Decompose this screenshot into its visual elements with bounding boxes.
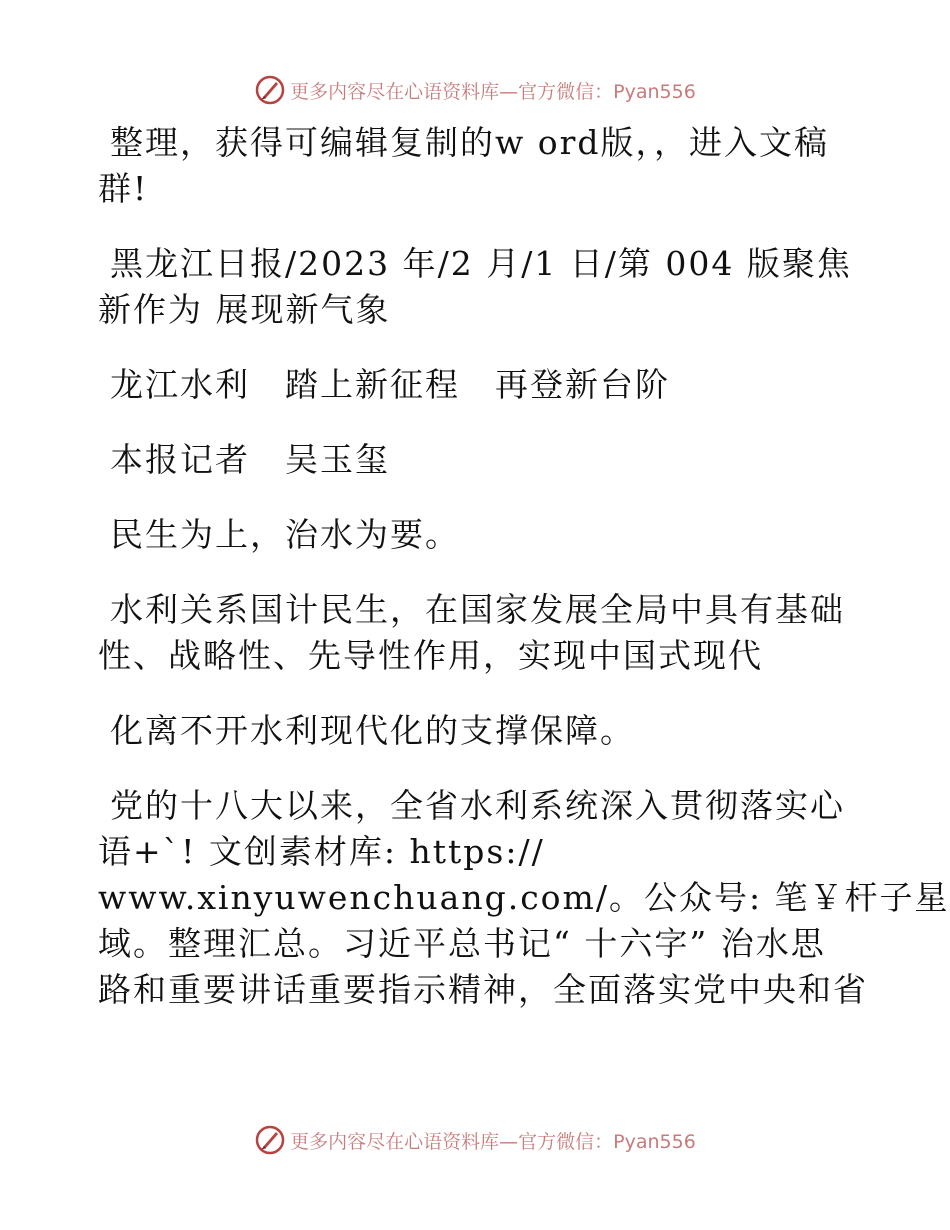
text-line: 化离不开水利现代化的支撑保障。 [110, 711, 635, 750]
paragraph [98, 783, 950, 1013]
text-line: 水利关系国计民生，在国家发展全局中具有基础 [110, 590, 845, 629]
text-line: 本报记者 吴玉玺 [110, 440, 390, 479]
watermark-text: 更多内容尽在心语资料库—官方微信：Pyan556 [290, 80, 696, 103]
paragraph-gap [98, 679, 858, 708]
text-line: 新作为 展现新气象 [98, 290, 391, 329]
document-body [98, 120, 950, 1013]
paragraph-gap [98, 483, 858, 512]
paragraph [98, 437, 858, 483]
paragraph [98, 241, 858, 333]
paragraph [98, 708, 858, 754]
text-line: 性、战略性、先导性作用，实现中国式现代 [98, 636, 763, 675]
text-line: www.xinyuwenchuang.com/。公众号: 笔￥杆子星 [98, 878, 950, 917]
paragraph [98, 512, 858, 558]
text-line: 语+`! 文创素材库: https:// [98, 832, 545, 871]
text-line: 群! [98, 169, 149, 208]
text-line: 路和重要讲话重要指示精神，全面落实党中央和省 [98, 970, 868, 1009]
quill-logo-icon [254, 1124, 286, 1156]
text-line: 民生为上，治水为要。 [110, 515, 460, 554]
text-line: 龙江水利 踏上新征程 再登新台阶 [110, 365, 670, 404]
paragraph [98, 587, 858, 679]
paragraph [98, 362, 858, 408]
paragraph-gap [98, 333, 858, 362]
text-line: 黑龙江日报/2023 年/2 月/1 日/第 004 版聚焦 [110, 244, 852, 283]
paragraph-gap [98, 408, 858, 437]
paragraph-gap [98, 212, 858, 241]
watermark-text: 更多内容尽在心语资料库—官方微信：Pyan556 [290, 1130, 696, 1153]
top-watermark-banner [0, 70, 950, 110]
text-line: 域。整理汇总。习近平总书记“ 十六字” 治水思 [98, 924, 826, 963]
paragraph-gap [98, 558, 858, 587]
paragraph-gap [98, 754, 858, 783]
quill-logo-icon [254, 74, 286, 106]
text-line: 整理，获得可编辑复制的w ord版，，进入文稿 [110, 123, 830, 162]
text-line: 党的十八大以来，全省水利系统深入贯彻落实心 [110, 786, 845, 825]
bottom-watermark-banner [0, 1120, 950, 1160]
paragraph [98, 120, 858, 212]
